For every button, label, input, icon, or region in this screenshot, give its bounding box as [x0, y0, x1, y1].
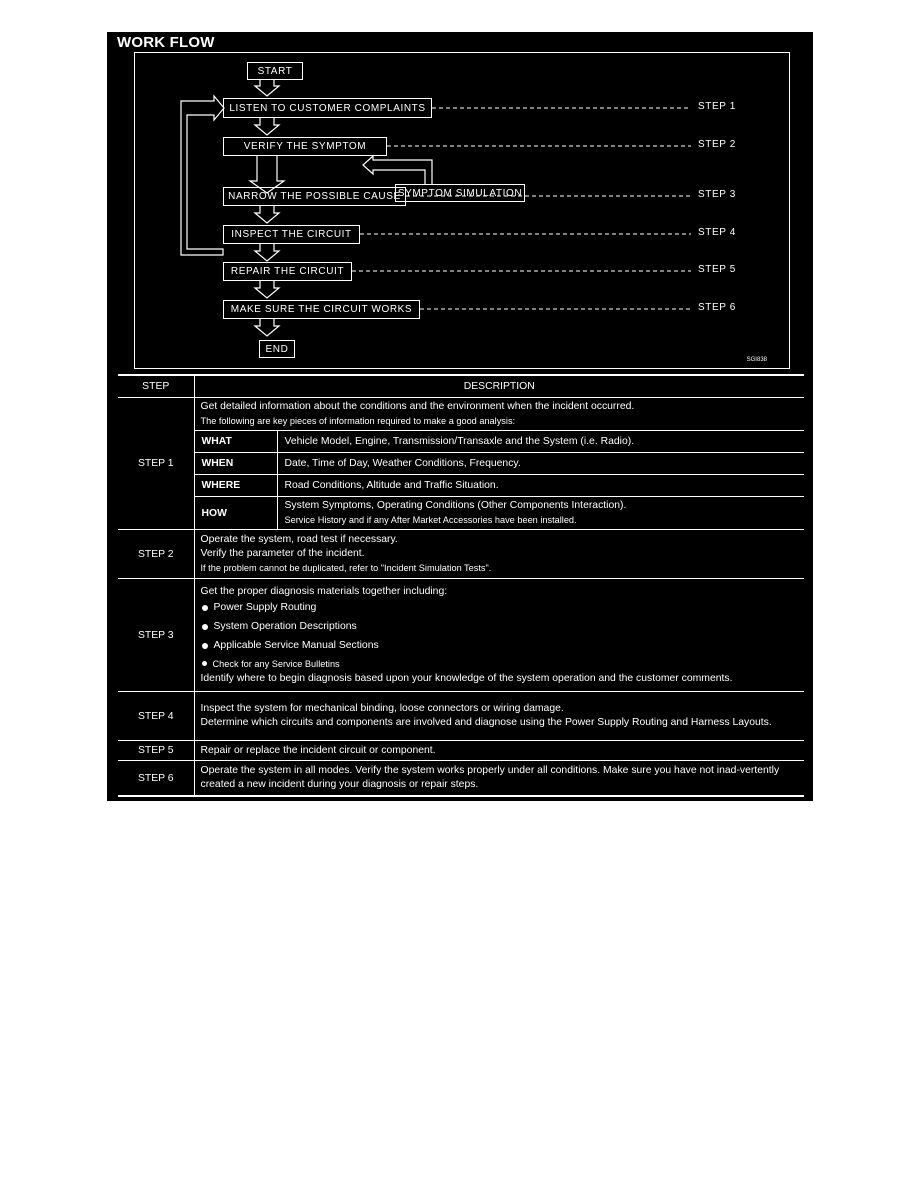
step-label-1: STEP 1 — [698, 101, 736, 112]
step-label-5: STEP 5 — [698, 264, 736, 275]
list-item: Check for any Service Bulletins — [201, 656, 799, 672]
end-box: END — [259, 340, 295, 358]
simulation-arrow — [363, 156, 432, 185]
figure-code: SGI838 — [746, 357, 767, 363]
step4-box: INSPECT THE CIRCUIT — [223, 225, 360, 244]
bullet-icon — [202, 643, 208, 649]
start-box: START — [247, 62, 303, 80]
header-description: DESCRIPTION — [194, 375, 804, 398]
step3-intro: Get the proper diagnosis materials together including: — [200, 585, 448, 597]
step1-intro-2: The following are key pieces of information required to make a good analysis: — [200, 416, 516, 426]
page-title: WORK FLOW — [117, 34, 215, 51]
step4-line1: Inspect the system for mechanical binding, loose connectors or wiring damage. — [200, 703, 564, 714]
flowchart — [134, 52, 790, 369]
step1-box: LISTEN TO CUSTOMER COMPLAINTS — [223, 98, 432, 118]
step4-label: STEP 4 — [118, 692, 194, 741]
step6-label: STEP 6 — [118, 761, 194, 797]
table-row — [118, 398, 804, 431]
step5-line1: Repair or replace the incident circuit or component. — [200, 744, 436, 756]
step1-intro: Get detailed information about the conditions and the environment when the incident occurred. — [200, 401, 635, 412]
step3-label: STEP 3 — [118, 579, 194, 692]
table-row — [118, 761, 804, 797]
step-label-2: STEP 2 — [698, 139, 736, 150]
table-row — [118, 692, 804, 741]
arrow-narrow-to-inspect — [255, 206, 279, 223]
list-item: System Operation Descriptions — [201, 618, 799, 637]
table-row — [118, 741, 804, 761]
step5-label: STEP 5 — [118, 741, 194, 761]
step6-line1: Operate the system in all modes. Verify the system works properly under all conditions. Make sure you have not inad-vertently created a new incident during your diagnosis or repair steps. — [200, 765, 780, 790]
simulation-box: SYMPTOM SIMULATION — [395, 184, 525, 202]
arrow-inspect-to-repair — [255, 244, 279, 261]
step2-line1: Operate the system, road test if necessary. — [200, 534, 398, 545]
header-step: STEP — [118, 375, 194, 398]
how-value: System Symptoms, Operating Conditions (Other Components Interaction). — [284, 500, 627, 511]
step4-line2: Determine which circuits and components are involved and diagnose using the Power Supply Routing and Harness Layouts. — [200, 717, 772, 728]
description-table — [118, 374, 804, 797]
how-value-2: Service History and if any After Market Accessories have been installed. — [284, 515, 577, 525]
step3-outro: Identify where to begin diagnosis based upon your knowledge of the system operation and the customer comments. — [200, 672, 733, 684]
table-row — [118, 475, 804, 497]
step5-box: REPAIR THE CIRCUIT — [223, 262, 352, 281]
when-value: Date, Time of Day, Weather Conditions, Frequency. — [277, 453, 804, 475]
step-label-4: STEP 4 — [698, 227, 736, 238]
arrow-start-to-listen — [255, 79, 279, 96]
step2-label: STEP 2 — [118, 530, 194, 579]
where-key: WHERE — [194, 475, 277, 497]
table-row — [118, 530, 804, 579]
bullet-icon — [202, 605, 208, 611]
table-row — [118, 431, 804, 453]
step-label-3: STEP 3 — [698, 189, 736, 200]
list-item: Applicable Service Manual Sections — [201, 637, 799, 656]
feedback-loop-arrow — [181, 96, 224, 255]
arrow-repair-to-confirm — [255, 281, 279, 298]
step6-box: MAKE SURE THE CIRCUIT WORKS — [223, 300, 420, 319]
step2-box: VERIFY THE SYMPTOM — [223, 137, 387, 156]
where-value: Road Conditions, Altitude and Traffic Situation. — [277, 475, 804, 497]
bullet-icon — [202, 624, 208, 630]
step-label-6: STEP 6 — [698, 302, 736, 313]
when-key: WHEN — [194, 453, 277, 475]
step1-label: STEP 1 — [118, 398, 194, 530]
work-flow-panel — [107, 32, 813, 801]
table-header-row — [118, 375, 804, 398]
step2-line3: If the problem cannot be duplicated, refer to "Incident Simulation Tests". — [200, 563, 492, 573]
list-item: Power Supply Routing — [201, 599, 799, 618]
arrow-confirm-to-end — [255, 319, 279, 336]
table-row — [118, 579, 804, 692]
how-key: HOW — [194, 497, 277, 530]
arrow-listen-to-verify — [255, 118, 279, 135]
step2-line2: Verify the parameter of the incident. — [200, 548, 365, 559]
step3-box: NARROW THE POSSIBLE CAUSE — [223, 187, 406, 206]
bullet-icon — [202, 661, 207, 666]
what-value: Vehicle Model, Engine, Transmission/Transaxle and the System (i.e. Radio). — [277, 431, 804, 453]
what-key: WHAT — [194, 431, 277, 453]
table-row — [118, 497, 804, 530]
table-row — [118, 453, 804, 475]
